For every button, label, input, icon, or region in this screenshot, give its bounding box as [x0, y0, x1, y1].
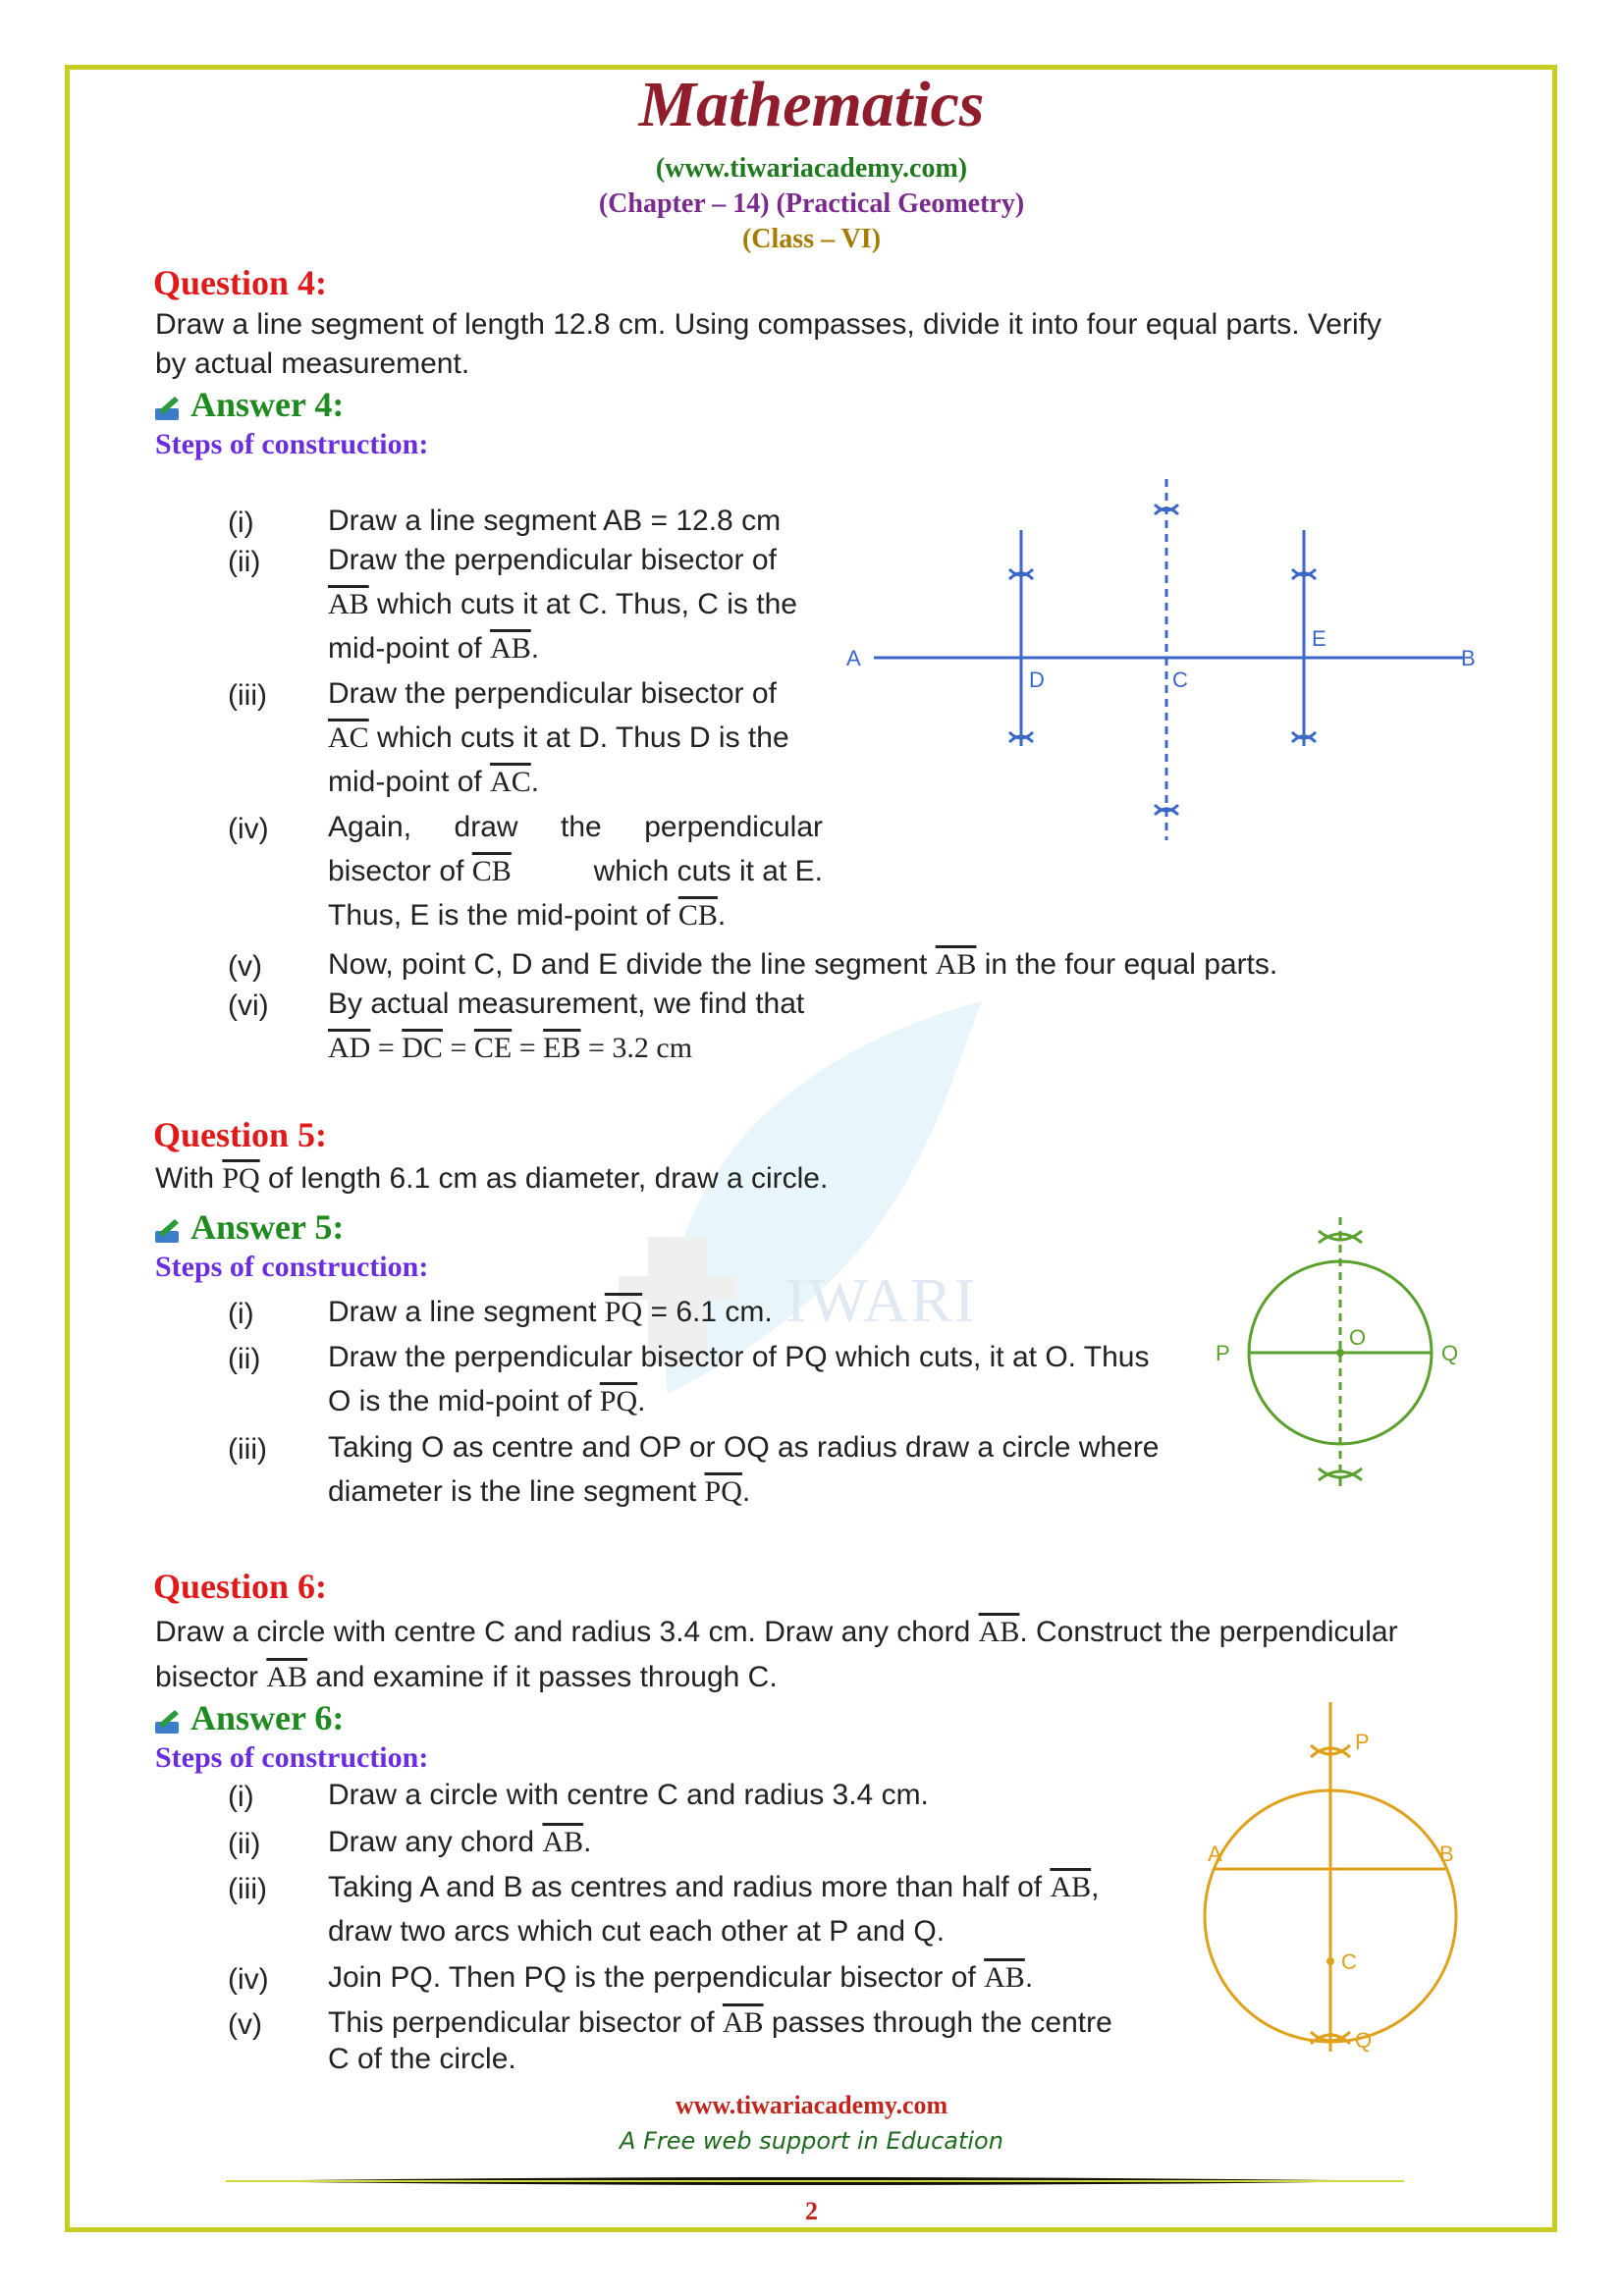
segment-cb: $\overline{CB}$ — [677, 899, 718, 932]
segment-ab: $\overline{AB}$ — [935, 948, 977, 981]
segment-ac: $\overline{AC}$ — [490, 766, 531, 798]
question-5-heading: Question 5: — [153, 1115, 328, 1154]
q4-step-text: Draw a line segment AB = 12.8 cm — [328, 505, 782, 537]
q5-step-number: (i) — [228, 1298, 254, 1330]
q6-step-ii-a: Draw any chord — [328, 1826, 543, 1858]
segment-ab: $\overline{AB}$ — [984, 1961, 1025, 1994]
answer-6-heading — [153, 1700, 344, 1735]
question-6-text-line-2 — [155, 1655, 778, 1699]
q4-step-text: By actual measurement, we find that $\overline{AD} = \overline{DC} = \overline{CE} = \overline{EB} = 3.2$ cm — [328, 982, 804, 1070]
q4-step-number: (i) — [228, 507, 254, 539]
question-4-text-line-2: by actual measurement. — [155, 347, 470, 380]
q4-step-text — [328, 942, 1277, 987]
q4-step-number: (v) — [228, 950, 262, 983]
punctuation: , — [1091, 1871, 1100, 1903]
label-p: P — [1216, 1341, 1230, 1365]
q4-step-iii-line-3: mid-point of — [328, 766, 491, 798]
q6-step-iii-line-2: draw two arcs which cut each other at P and Q. — [328, 1915, 946, 1948]
q6-step-number: (v) — [228, 2008, 262, 2041]
question-4-heading: Question 4: — [153, 263, 328, 302]
q6-step-iii-a: Taking A and B as centres and radius more than half of — [328, 1871, 1051, 1903]
chapter-label: (Chapter – 14) (Practical Geometry) — [598, 188, 1025, 219]
answer-5-heading — [153, 1209, 344, 1245]
centre-c — [1326, 1957, 1334, 1965]
label-b: B — [1439, 1842, 1454, 1866]
q6-step-iv-a: Join PQ. Then PQ is the perpendicular bisector of — [328, 1961, 985, 1994]
q6-step-text — [328, 1955, 1033, 2000]
q4-step-iv-line-1: Again, draw the perpendicular — [328, 811, 823, 843]
q4-step-number: (iv) — [228, 813, 269, 845]
class-label: (Class – VI) — [741, 224, 882, 254]
q4-step-iii-line-2: which cuts it at D. Thus D is the — [368, 721, 789, 754]
q6-step-number: (iv) — [228, 1963, 269, 1996]
segment-ab: $\overline{AB}$ — [722, 2006, 764, 2039]
question-4-text-line-1: Draw a line segment of length 12.8 cm. Using compasses, divide it into four equal parts. Verify — [155, 308, 1381, 341]
q4-step-ii-line-2: which cuts it at C. Thus, C is the — [368, 588, 797, 620]
segment-pq: $\overline{PQ}$ — [604, 1296, 643, 1328]
segment-eb: $\overline{EB}$ — [543, 1032, 581, 1064]
answer-5-label: Answer 5: — [190, 1207, 345, 1247]
q4-step-text — [328, 671, 823, 804]
segment-ad: $\overline{AD}$ — [328, 1032, 371, 1064]
segment-dc: $\overline{DC}$ — [402, 1032, 443, 1064]
q6-step-number: (i) — [228, 1781, 254, 1813]
q6-step-text — [328, 1865, 1100, 1953]
label-d: D — [1029, 667, 1045, 692]
punctuation: . — [530, 766, 540, 798]
pen-icon — [153, 1217, 183, 1245]
q5-step-i-a: Draw a line segment — [328, 1296, 605, 1328]
question-6-text-line-1 — [155, 1610, 1398, 1654]
footer-site-link[interactable]: www.tiwariacademy.com — [675, 2091, 948, 2119]
segment-ab: $\overline{AB}$ — [1050, 1871, 1092, 1903]
q6-text-c: bisector — [155, 1661, 267, 1693]
q6-step-v-line-2: C of the circle. — [328, 2043, 516, 2075]
label-e: E — [1312, 626, 1326, 651]
q5-text-b: of length 6.1 cm as diameter, draw a circle. — [259, 1162, 829, 1195]
punctuation: . — [637, 1385, 646, 1417]
q6-text-d: and examine if it passes through C. — [307, 1661, 778, 1693]
q4-step-text — [328, 538, 823, 670]
label-a: A — [846, 646, 861, 670]
q6-chord-figure — [1198, 1688, 1492, 2061]
q6-step-text — [328, 1820, 591, 1864]
footer-divider — [226, 2175, 1404, 2187]
label-b: B — [1461, 646, 1476, 670]
segment-ce: $\overline{CE}$ — [473, 1032, 513, 1064]
page-number: 2 — [805, 2197, 818, 2225]
segment-pq: $\overline{PQ}$ — [599, 1385, 638, 1417]
answer-4-heading — [153, 387, 344, 422]
footer-tagline: A Free web support in Education — [620, 2127, 1003, 2155]
label-q: Q — [1355, 2028, 1373, 2053]
q4-step-number: (iii) — [228, 679, 267, 712]
q4-step-text — [328, 805, 823, 937]
segment-ac: $\overline{AC}$ — [328, 721, 369, 754]
q5-step-ii-line-1: Draw the perpendicular bisector of PQ which cuts, it at O. Thus — [328, 1341, 1150, 1373]
segment-pq: $\overline{PQ}$ — [222, 1162, 260, 1195]
q5-step-number: (iii) — [228, 1433, 267, 1466]
q4-step-number: (ii) — [228, 546, 261, 578]
q4-bisection-figure — [835, 471, 1483, 854]
q6-text-b: . Construct the perpendicular — [1019, 1616, 1398, 1648]
q5-step-ii-line-2: O is the mid-point of — [328, 1385, 600, 1417]
q5-step-text — [328, 1335, 1149, 1423]
q4-step-ii-line-3: mid-point of — [328, 632, 491, 665]
q5-step-iii-line-1: Taking O as centre and OP or OQ as radius draw a circle where — [328, 1431, 1160, 1464]
q5-step-text — [328, 1290, 773, 1334]
label-a: A — [1208, 1842, 1222, 1866]
segment-cb: $\overline{CB}$ — [471, 855, 512, 887]
q5-step-i-b: = 6.1 cm. — [642, 1296, 773, 1328]
q4-step-iv-line-3: Thus, E is the mid-point of — [328, 899, 678, 932]
pen-icon — [153, 1708, 183, 1735]
q4-step-vi-line-1: By actual measurement, we find that — [328, 988, 805, 1020]
answer-6-label: Answer 6: — [190, 1698, 345, 1737]
label-p: P — [1355, 1730, 1370, 1754]
segment-pq: $\overline{PQ}$ — [704, 1475, 742, 1508]
answer-4-steps-heading: Steps of construction: — [155, 428, 429, 460]
page-title: Mathematics — [638, 69, 985, 140]
q4-step-v-a: Now, point C, D and E divide the line segment — [328, 948, 936, 981]
q4-step-iii-line-1: Draw the perpendicular bisector of — [328, 677, 777, 710]
q6-step-v-a: This perpendicular bisector of — [328, 2006, 723, 2039]
q6-step-number: (ii) — [228, 1828, 261, 1860]
q5-circle-figure — [1208, 1207, 1502, 1502]
watermark-text: IWARI — [785, 1265, 977, 1335]
segment-ab: $\overline{AB}$ — [266, 1661, 308, 1693]
punctuation: . — [1024, 1961, 1034, 1994]
q4-step-ii-line-1: Draw the perpendicular bisector of — [328, 544, 777, 576]
q5-text-a: With — [155, 1162, 223, 1195]
q5-step-text — [328, 1425, 1160, 1514]
punctuation: . — [717, 899, 727, 932]
punctuation: . — [583, 1826, 592, 1858]
header-site-link[interactable]: (www.tiwariacademy.com) — [655, 153, 968, 184]
segment-ab: $\overline{AB}$ — [328, 588, 369, 620]
punctuation: . — [530, 632, 540, 665]
q4-step-v-b: in the four equal parts. — [976, 948, 1278, 981]
pen-icon — [153, 395, 183, 422]
segment-ab: $\overline{AB}$ — [490, 632, 531, 665]
q6-step-v-b: passes through the centre — [763, 2006, 1112, 2039]
label-c: C — [1341, 1949, 1357, 1974]
q4-step-number: (vi) — [228, 989, 269, 1022]
q6-step-text: Draw a circle with centre C and radius 3.4 cm. — [328, 1779, 929, 1811]
measurement-result: = 3.2 cm — [587, 1032, 693, 1064]
q6-step-number: (iii) — [228, 1873, 267, 1905]
answer-6-steps-heading: Steps of construction: — [155, 1741, 429, 1774]
q4-step-iv-line-2b: which cuts it at E. — [593, 855, 823, 887]
label-c: C — [1172, 667, 1188, 692]
centre-o — [1336, 1349, 1344, 1357]
question-6-heading: Question 6: — [153, 1567, 328, 1606]
question-5-text — [155, 1156, 828, 1201]
segment-ab: $\overline{AB}$ — [978, 1616, 1020, 1648]
q5-step-iii-line-2: diameter is the line segment — [328, 1475, 705, 1508]
q6-text-a: Draw a circle with centre C and radius 3.4 cm. Draw any chord — [155, 1616, 979, 1648]
answer-5-steps-heading: Steps of construction: — [155, 1251, 429, 1283]
punctuation: . — [741, 1475, 751, 1508]
answer-4-label: Answer 4: — [190, 385, 345, 424]
label-o: O — [1349, 1325, 1367, 1350]
q4-step-iv-line-2a: bisector of — [328, 855, 472, 887]
q5-step-number: (ii) — [228, 1343, 261, 1375]
label-q: Q — [1441, 1341, 1459, 1365]
segment-ab: $\overline{AB}$ — [542, 1826, 584, 1858]
q6-step-text — [328, 2001, 1112, 2081]
